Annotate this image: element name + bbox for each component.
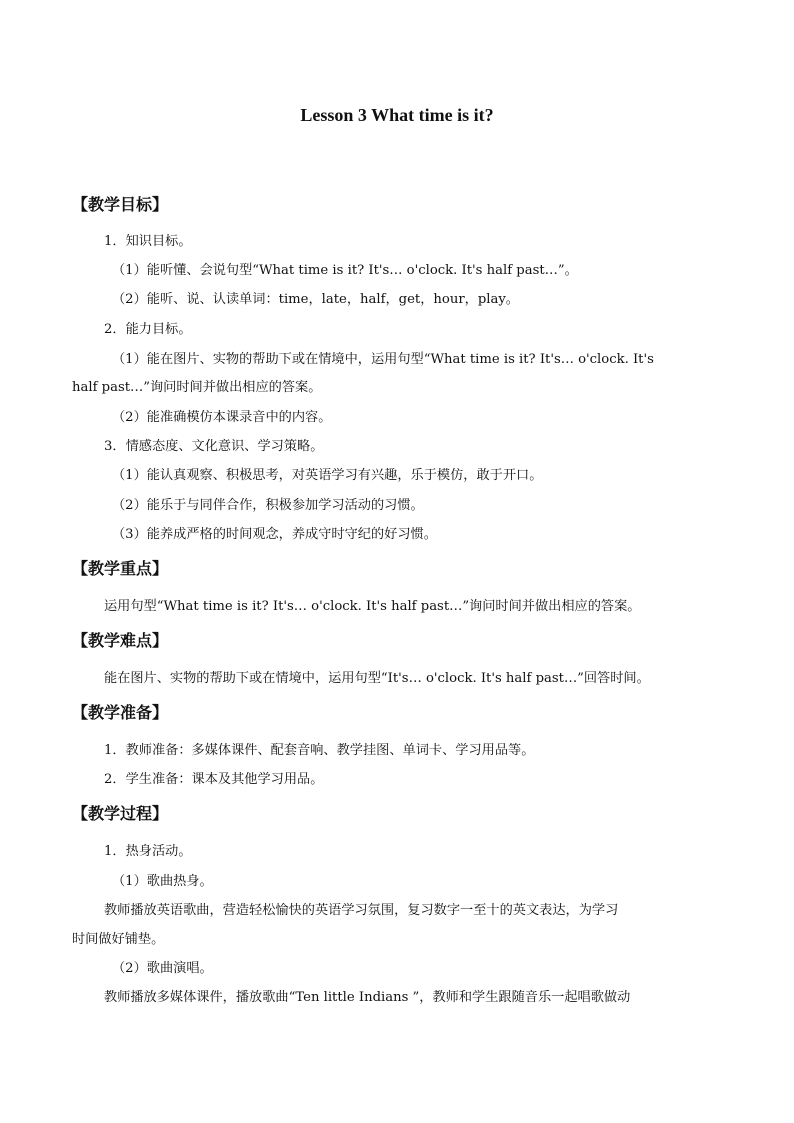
objective-line: （1）能认真观察、积极思考，对英语学习有兴趣，乐于模仿，敢于开口。 [112, 468, 543, 483]
process-line: 1．热身活动。 [104, 844, 192, 859]
objective-line: 1．知识目标。 [104, 234, 192, 249]
process-line: 时间做好铺垫。 [72, 932, 165, 947]
preparation-line: 1．教师准备：多媒体课件、配套音响、教学挂图、单词卡、学习用品等。 [104, 743, 535, 758]
process-line: 教师播放英语歌曲，营造轻松愉快的英语学习氛围，复习数字一至十的英文表达，为学习 [104, 903, 619, 918]
preparation-line: 2．学生准备：课本及其他学习用品。 [104, 772, 324, 787]
objective-line: 2．能力目标。 [104, 322, 192, 337]
difficulty-line: 能在图片、实物的帮助下或在情境中，运用句型“It's… o'clock. It's half past…”回答时间。 [104, 671, 650, 686]
objective-line: half past…”询问时间并做出相应的答案。 [72, 380, 322, 395]
key-point-line: 运用句型“What time is it? It's… o'clock. It's half past…”询问时间并做出相应的答案。 [104, 599, 641, 614]
section-heading-difficulties: 【教学难点】 [72, 631, 169, 650]
process-line: （2）歌曲演唱。 [112, 961, 213, 976]
objective-line: （3）能养成严格的时间观念，养成守时守纪的好习惯。 [112, 527, 437, 542]
objective-line: 3．情感态度、文化意识、学习策略。 [104, 439, 324, 454]
section-heading-objectives: 【教学目标】 [72, 195, 169, 214]
objective-line: （2）能听、说、认读单词：time，late，half，get，hour，play。 [112, 292, 519, 307]
objective-line: （1）能在图片、实物的帮助下或在情境中，运用句型“What time is it? It's… o'clock. It's [112, 352, 654, 367]
section-heading-preparation: 【教学准备】 [72, 703, 169, 722]
objective-line: （1）能听懂、会说句型“What time is it? It's… o'clock. It's half past…”。 [112, 263, 578, 278]
page-title: Lesson 3 What time is it? [300, 105, 494, 125]
section-heading-process: 【教学过程】 [72, 804, 169, 823]
process-line: （1）歌曲热身。 [112, 874, 213, 889]
objective-line: （2）能准确模仿本课录音中的内容。 [112, 410, 332, 425]
section-heading-key-points: 【教学重点】 [72, 559, 169, 578]
process-line: 教师播放多媒体课件，播放歌曲“Ten little Indians ”，教师和学生跟随音乐一起唱歌做动 [104, 990, 631, 1005]
objective-line: （2）能乐于与同伴合作，积极参加学习活动的习惯。 [112, 498, 424, 513]
